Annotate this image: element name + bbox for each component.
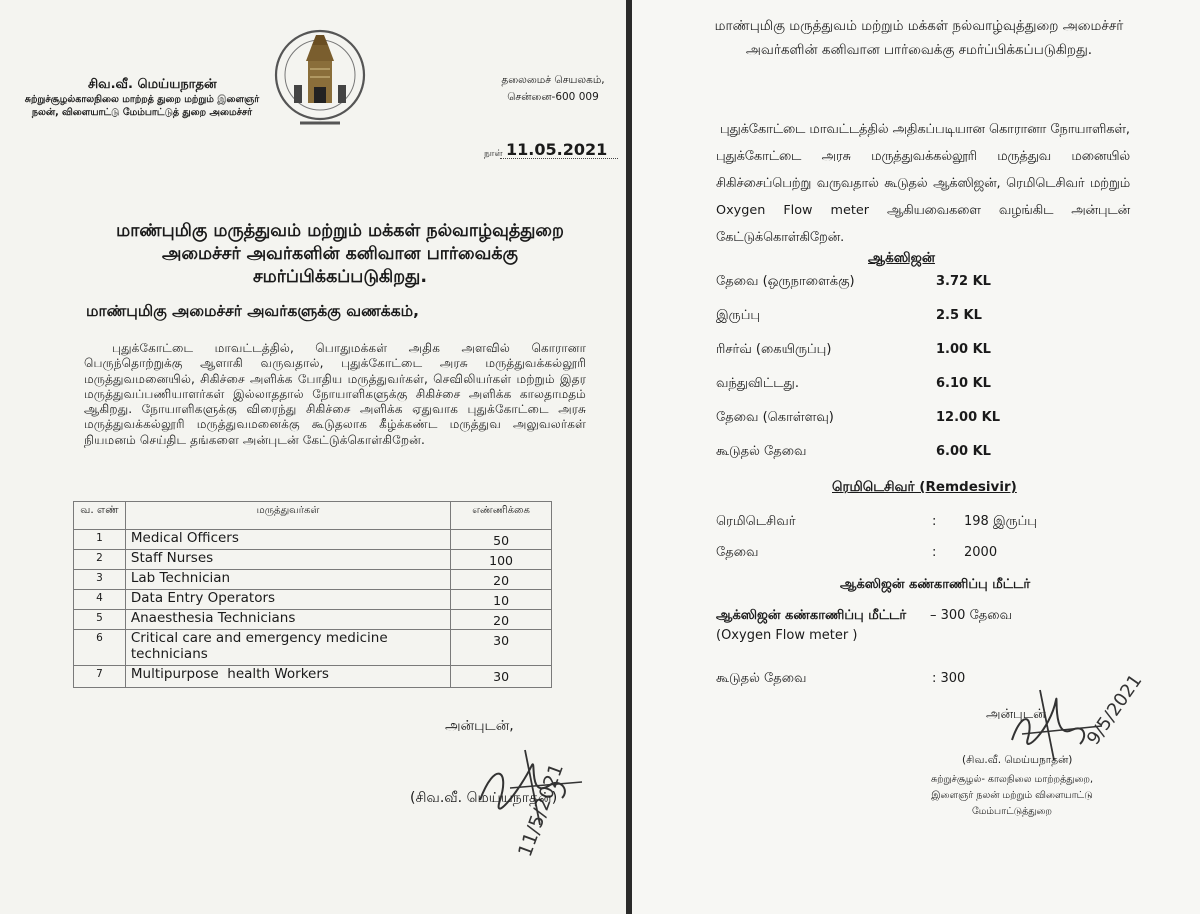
row-serial: 2 (74, 550, 126, 570)
row-count: 30 (451, 666, 552, 688)
remdesivir-row-label: ரெமிடெசிவர் (716, 514, 796, 529)
oxygen-row-label: இருப்பு (716, 308, 761, 323)
minister-name: சிவ.வீ. மெய்யநாதன் (88, 77, 217, 92)
row-serial: 4 (74, 590, 126, 610)
secretariat-address: தலைமைச் செயலகம், சென்னை-600 009 (501, 74, 605, 103)
row-serial: 1 (74, 530, 126, 550)
oxygen-row-value: 6.10 KL (936, 376, 991, 391)
oxygen-row-label: தேவை (கொள்ளவு) (716, 410, 834, 425)
date-underline (500, 158, 618, 159)
oxygen-row-value: 12.00 KL (936, 410, 1001, 425)
header-serial: வ. எண் (74, 502, 126, 530)
sign-off: அன்புடன், (445, 718, 514, 734)
signatory-name: (சிவ.வீ. மெய்யநாதன்) (410, 790, 558, 806)
table-header-row (74, 502, 552, 530)
row-serial: 3 (74, 570, 126, 590)
letter-heading: மாண்புமிகு மருத்துவம் மற்றும் மக்கள் நல்வாழ்வுத்துறை அமைச்சர் அவர்களின் கனிவான பார்வைக்கு சமர்ப்பிக்கப்படுகிறது. (714, 18, 1124, 58)
minister-department: சுற்றுச்சூழல்காலநிலை மாற்றத் துறை மற்றும் இளைஞர் நலன், விளையாட்டு மேம்பாட்டுத் துறை அமைச்சர் (24, 94, 260, 118)
table-row (74, 590, 552, 610)
oxygen-section-title: ஆக்ஸிஜன் (868, 250, 935, 266)
oxygen-row-label: கூடுதல் தேவை (716, 444, 807, 459)
letter-body: புதுக்கோட்டை மாவட்டத்தில் அதிகப்படியான கொரானா நோயாளிகள், புதுக்கோட்டை அரசு மருத்துவக்கல்லூரி மருத்துவ மனையில் சிகிச்சைப்பெற்று வருவதால் கூடுதல் ஆக்ஸிஜன், ரெமிடெசிவர் மற்றும் Oxygen Flow meter ஆகியவைகளை வழங்கிட அன்புடன் கேட்டுக்கொள்கிறேன். (716, 122, 1130, 245)
remdesivir-row-value: 2000 (964, 545, 998, 560)
signatory-department: சுற்றுச்சூழல்- காலநிலை மாற்றத்துறை, இளைஞர் நலன் மற்றும் விளையாட்டு மேம்பாட்டுத்துறை (930, 774, 1094, 817)
flow-meter-extra-value: : 300 (932, 671, 966, 686)
row-role: Critical care and emergency medicine technicians (125, 630, 450, 666)
letter-heading: மாண்புமிகு மருத்துவம் மற்றும் மக்கள் நல்வாழ்வுத்துறை அமைச்சர் அவர்களின் கனிவான பார்வைக்கு சமர்ப்பிக்கப்படுகிறது. (116, 221, 564, 287)
row-serial: 5 (74, 610, 126, 630)
table-row (74, 570, 552, 590)
row-count: 100 (451, 550, 552, 570)
header-role: மருத்துவர்கள் (125, 502, 450, 530)
remdesivir-section-title: ரெமிடெசிவர் (Remdesivir) (832, 479, 1017, 495)
letter-date: 11.05.2021 (506, 140, 608, 159)
flow-meter-extra-label: கூடுதல் தேவை (716, 671, 807, 686)
row-role: Staff Nurses (125, 550, 450, 570)
row-serial: 7 (74, 666, 126, 688)
flow-meter-section-title: ஆக்ஸிஜன் கண்காணிப்பு மீட்டர் (840, 577, 1031, 592)
flow-meter-value: – 300 தேவை (930, 608, 1013, 623)
row-count: 20 (451, 570, 552, 590)
sign-off: அன்புடன் (986, 707, 1046, 722)
row-role: Anaesthesia Technicians (125, 610, 450, 630)
remdesivir-row-label: தேவை (716, 545, 759, 560)
row-role: Lab Technician (125, 570, 450, 590)
oxygen-row-value: 3.72 KL (936, 274, 991, 289)
remdesivir-row-separator: : (932, 514, 937, 529)
table-row (74, 550, 552, 570)
oxygen-row-value: 2.5 KL (936, 308, 982, 323)
row-count: 20 (451, 610, 552, 630)
remdesivir-row-separator: : (932, 545, 937, 560)
row-role: Medical Officers (125, 530, 450, 550)
row-count: 30 (451, 630, 552, 666)
row-role: Data Entry Operators (125, 590, 450, 610)
header-count: எண்ணிக்கை (451, 502, 552, 530)
staff-requirement-table (73, 501, 552, 688)
flow-meter-label: ஆக்ஸிஜன் கண்காணிப்பு மீட்டர் (716, 608, 907, 623)
letter-page-right (632, 0, 1200, 914)
letter-body: புதுக்கோட்டை மாவட்டத்தில், பொதுமக்கள் அதிக அளவில் கொரானா பெருந்தொற்றுக்கு ஆளாகி வருவதால், புதுக்கோட்டை அரசு மருத்துவக்கல்லூரி மருத்துவமனையில், சிகிச்சை அளிக்க போதிய மருத்துவர்கள், செவிலியர்கள் மற்றும் இதர மருத்துவப்பணியாளர்கள் இல்லாததால் நோயாளிகளுக்கு சிகிச்சை அளிக்க காலதாமதம் ஆகிறது. நோயாளிகளுக்கு விரைந்து சிகிச்சை அளிக்க ஏதுவாக புதுக்கோட்டை அரசு மருத்துவக்கல்லூரி மருத்துவமனைக்கு கூடுதலாக கீழ்க்கண்ட மருத்துவ அலுவலர்கள் நியமனம் செய்திட தங்களை அன்புடன் கேட்டுக்கொள்கிறேன். (84, 341, 586, 447)
date-label: நாள் (484, 149, 503, 159)
table-row (74, 630, 552, 666)
table-row (74, 610, 552, 630)
oxygen-row-value: 6.00 KL (936, 444, 991, 459)
remdesivir-row-value: 198 இருப்பு (964, 514, 1037, 529)
signatory-name: (சிவ.வீ. மெய்யநாதன்) (962, 754, 1073, 766)
row-role: Multipurpose health Workers (125, 666, 450, 688)
flow-meter-label-english: (Oxygen Flow meter ) (716, 628, 858, 643)
greeting: மாண்புமிகு அமைச்சர் அவர்களுக்கு வணக்கம், (86, 302, 420, 320)
oxygen-row-label: ரிசர்வ் (கையிருப்பு) (716, 342, 832, 357)
row-count: 10 (451, 590, 552, 610)
table-row (74, 530, 552, 550)
oxygen-row-label: தேவை (ஒருநாளைக்கு) (716, 274, 855, 289)
row-count: 50 (451, 530, 552, 550)
oxygen-row-value: 1.00 KL (936, 342, 991, 357)
tamil-nadu-emblem-icon (270, 27, 370, 132)
handwritten-date-left: 11/5/2021 (514, 760, 569, 860)
table-row (74, 666, 552, 688)
oxygen-row-label: வந்துவிட்டது. (716, 376, 799, 391)
handwritten-date-right: 9/5/2021 (1082, 670, 1147, 749)
row-serial: 6 (74, 630, 126, 666)
